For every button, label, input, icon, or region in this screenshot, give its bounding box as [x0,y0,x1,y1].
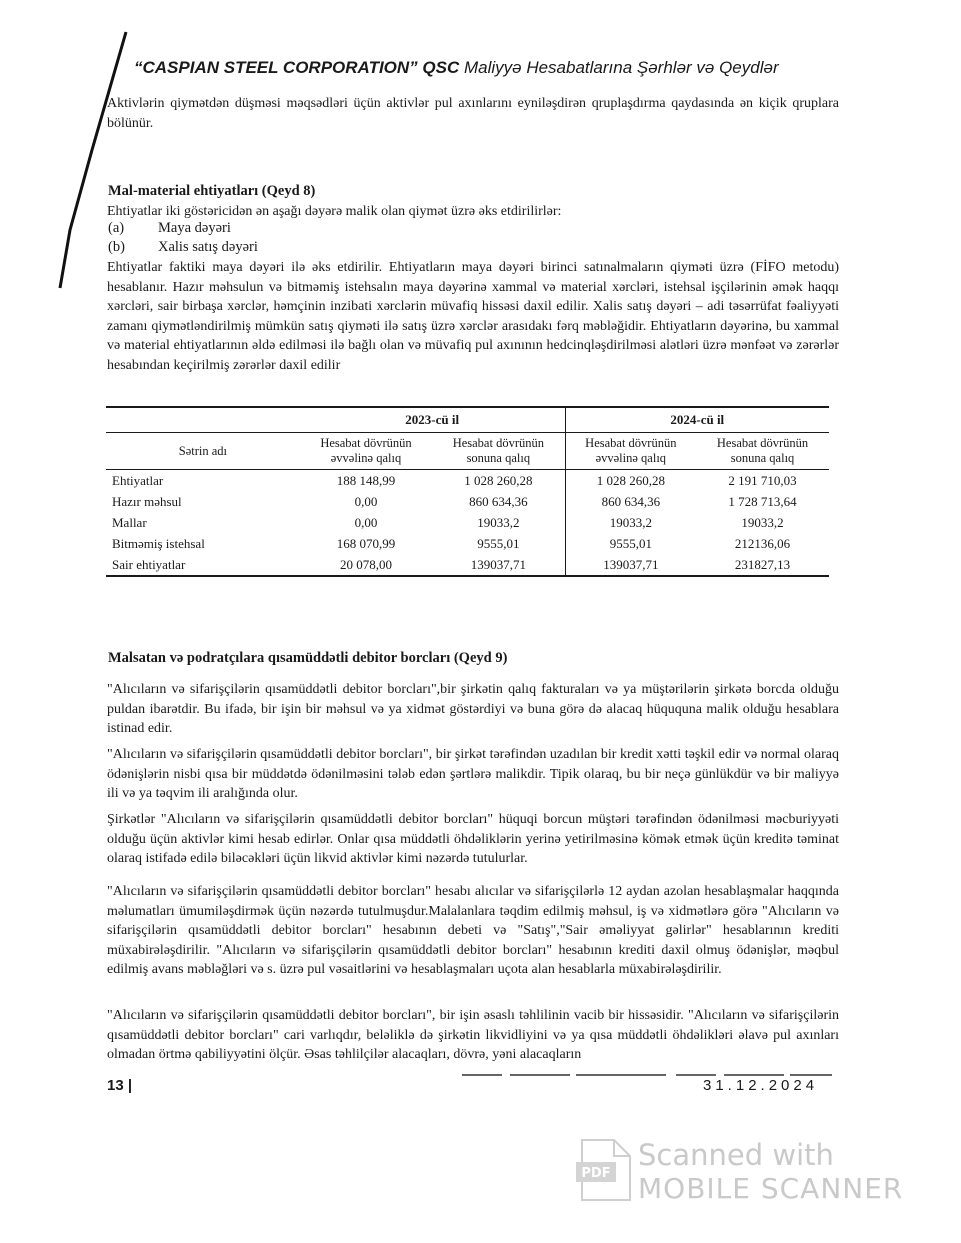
table-year-row [106,407,829,433]
cell-value: 19033,2 [741,514,784,530]
table-row [106,491,829,512]
row-label: Mallar [112,514,147,530]
cell-value: 0,00 [354,514,378,530]
watermark-line1: Scanned with [638,1138,834,1172]
list-text: Maya dəyəri [158,220,231,236]
row-label: Bitməmiş istehsal [112,535,205,551]
receivables-paragraph: Şirkətlər "Alıcıların və sifarişçilərin qısamüddətli debitor borcları" hüquqi borcun müştəri tərəfindən ödənilməsi məcburiyyəti olduğu üçün aktivlər kimi hesab edirlər. Onlar qısa müddətli öhdəliklərin yerinə yetirilməsinə kömək etmək üçün kreditə təminat olaraq istifadə edilə biləcəkləri üçün likvid aktivlər kimi nəzərdə tutulurlar. [107,812,839,866]
table-row [106,512,829,533]
col-2024-start: Hesabat dövrünün əvvəlinə qalıq [565,433,696,470]
inventory-heading: Mal-material ehtiyatları (Qeyd 8) [108,183,316,199]
col-2023-end: Hesabat dövrünün sonuna qalıq [432,433,565,470]
year-2024-header: 2024-cü il [565,407,829,433]
list-text: Xalis satış dəyəri [158,239,258,255]
cell-value: 2 191 710,03 [728,472,797,488]
cell-value: 231827,13 [696,554,829,576]
company-name: “CASPIAN STEEL CORPORATION” QSC [134,58,460,77]
list-marker: (a) [108,220,125,236]
list-item [108,220,231,237]
receivables-paragraph: "Alıcıların və sifarişçilərin qısamüddətli debitor borcları", bir şirkət tərəfindən uzadılan bir kredit xətti təşkil edir və normal olaraq ödənişlərin nisbi qısa bir müddətdə ödənilməsini tələb edən şərtlərə malikdir. Tipik olaraq, bu bir neçə günlükdür və bir maliyyə ili və ya təqvim ili aralığında olur. [107,747,839,801]
intro-paragraph: Aktivlərin qiymətdən düşməsi məqsədləri üçün aktivlər pul axınlarını eyniləşdirən qruplaşdırma qaydasında ən kiçik qruplara bölünür. [107,96,839,131]
cell-value: 1 028 260,28 [464,472,533,488]
receivables-heading: Malsatan və podratçılara qısamüddətli debitor borcları (Qeyd 9) [108,650,508,666]
inventory-body: Ehtiyatlar faktiki maya dəyəri ilə əks etdirilir. Ehtiyatların maya dəyəri birinci satınalmaların qiyməti üzrə (FİFO metodu) hesablanır. Hazır məhsulun və bitməmiş istehsalın maya dəyərinə xammal və material xərcləri, istehsal işçilərinin əmək haqqı xərcləri, sair birbaşa xərclər, həmçinin inzibati xərclərin müvafiq hissəsi daxil edilir. Xalis satış dəyəri – adi təsərrüfat fəaliyyəti zamanı qiymətləndirilmiş mümkün satış qiyməti ilə satış üzrə xərclər arasıdakı fərq məbləğidir. Ehtiyatların dəyərinə, bu xammal və material ehtiyatlarının əldə edilməsi ilə bağlı olan və müvafiq pul axınının hedcinqləşdirilməsi alətləri üzrə mənfəət və zərərlər hesabından keçirilmiş zərərlər daxil edilir [107,260,839,373]
cell-value: 19033,2 [565,512,696,533]
row-label: Ehtiyatlar [112,472,164,488]
cell-value: 139037,71 [565,554,696,576]
cell-value: 139037,71 [432,554,565,576]
table-row [106,470,829,492]
row-label: Hazır məhsul [112,493,182,509]
table-corner [106,407,300,433]
cell-value: 168 070,99 [336,535,396,551]
cell-value: 0,00 [354,493,378,509]
page-number: 13 | [107,1077,133,1094]
table-column-row [106,433,829,470]
receivables-paragraph: "Alıcıların və sifarişçilərin qısamüddətli debitor borcları",bir şirkətin qalıq fakturaları və ya müştərilərin şirkətə borcda olduğu puldan ibarətdir. Bu ifadə, bir işin bir məhsul və ya xidmət göstərdiyi və buna görə də alacaq hüququna malik olduğu hesablara istinad edir. [107,682,839,736]
receivables-paragraph: "Alıcıların və sifarişçilərin qısamüddətli debitor borcları" hesabı alıcılar və sifarişçilərlə 12 aydan azolan hesablaşmalar haqqında məlumatları ümumiləşdirmək üçün nəzərdə tutulmuşdur.Malalanlara təqdim edilmiş məhsul, iş və xidmətlərə görə "Alıcıların və sifarişçilərin qısamüddətli debitor borcları" hesabının debeti və "Satış","Sair əməliyyat gəlirlər" hesablarının krediti müxabirələşdirilir. "Alıcıların və sifarişçilərin qısamüddətli debitor borcları" hesabının krediti daxil olmuş ödənişlər, məqbul edilmiş avans məbləğləri və s. üzrə pul vəsaitlərini və hesablaşmaları uçota alan hesablarla müxabirələşdirilir. [107,884,839,977]
cell-value: 860 634,36 [565,491,696,512]
row-name-header: Sətrin adı [106,433,300,470]
cell-value: 212136,06 [734,535,791,551]
cell-value: 20 078,00 [300,554,432,576]
cell-value: 19033,2 [477,514,520,530]
year-2023-header: 2023-cü il [300,407,565,433]
cell-value: 9555,01 [565,533,696,554]
row-label: Sair ehtiyatlar [106,554,300,576]
col-2023-start: Hesabat dövrünün əvvəlinə qalıq [300,433,432,470]
list-marker: (b) [108,239,125,255]
cell-value: 188 148,99 [336,472,396,488]
col-2024-end: Hesabat dövrünün sonuna qalıq [696,433,829,470]
table-row [106,533,829,554]
cell-value: 9555,01 [477,535,520,551]
receivables-paragraph: "Alıcıların və sifarişçilərin qısamüddətli debitor borcları", bir işin əsaslı təhlilinin vacib bir hissəsidir. "Alıcıların və sifarişçilərin qısamüddətli debitor borcları" cari varlıqdır, beləliklə də şirkətin likvidliyini və ya qısa müddətli öhdəlikləri əlavə pul axınları olmadan örtmə qabiliyyətini ölçür. Əsas təhlilçilər alacaqları, dövrə, yəni alacaqların [107,1008,839,1062]
pdf-icon [576,1138,632,1202]
document-header [134,58,914,78]
footer-date: 31.12.2024 [703,1077,819,1094]
inventory-table [106,406,829,577]
inventory-intro: Ehtiyatlar iki göstəricidən ən aşağı dəyərə malik olan qiymət üzrə əks etdirilirlər: [107,204,562,219]
cell-value: 1 028 260,28 [565,470,696,492]
list-item [108,239,258,256]
cell-value: 1 728 713,64 [728,493,797,509]
watermark-line2: MOBILE SCANNER [638,1172,904,1205]
table-row [106,554,829,576]
cell-value: 860 634,36 [469,493,528,509]
pdf-icon-label: PDF [581,1166,611,1181]
header-subtitle: Maliyyə Hesabatlarına Şərhlər və Qeydlər [463,58,779,77]
